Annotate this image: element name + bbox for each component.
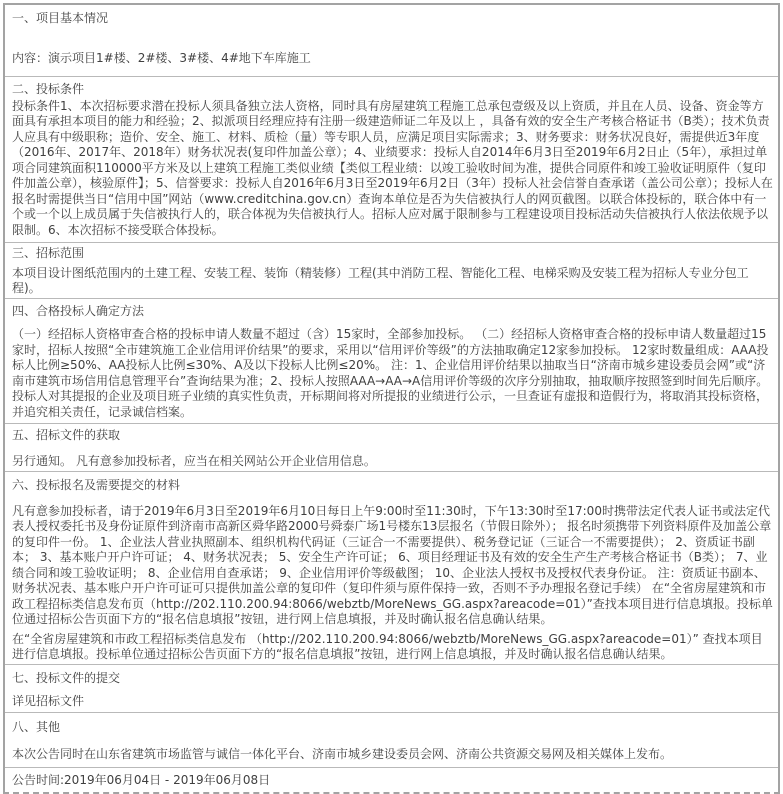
section-title: 六、投标报名及需要提交的材料 [12,478,181,492]
section-paragraph: 凡有意参加投标者，请于2019年6月3日至2019年6月10日每日上午9:00时至11:30时，下午13:30时至17:00时携带法定代表人证书或法定代表人授权委托书及身份证原件到济南市高新区舜华路2000号舜泰广场1号楼东13层报名（节假日除外）； 报名时须携带下列资料原件及加盖公章的复印件一份。 1、企业法人营业执照副本、组织机构代码证（三证合一不需要提供）、税务登记证（三证合一不需要提供）； 2、资质证书副本； 3、基本账户开户许可证； 4、财务状况表； 5、安全生产许可证； 6、项目经理证书及有效的安全生产生产考核合格证书（B类）； 7、业绩合同和竣工验收证明； 8、企业信用自查承诺； 9、企业信用评价等级截图； 10、企业法人授权书及授权代表身份证。 注：资质证书副本、财务状况表、基本账户开户许可证可只提供加盖公章的复印件（复印件须与原件保持一致，否则不予办理报名登记手续） 在“全省房屋建筑和市政工程招标类信息发布页（http://202.110.200.94:8066/webztb/MoreNews_GG.aspx?areacode=01）”查找本项目进行信息填报。投标单位通过招标公告页面下方的“报名信息填报”按钮，进行网上信息填报，并及时确认报名信息确认结果。 [12,503,773,626]
section-paragraph: 本次公告同时在山东省建筑市场监管与诚信一体化平台、济南市城乡建设委员会网、济南公共资源交易网及相关媒体上发布。 [12,747,673,761]
section-paragraph: （一）经招标人资格审查合格的投标申请人数量不超过（含）15家时，全部参加投标。 （二）经招标人资格审查合格的投标申请人数量超过15家时，招标人按照“全市建筑施工企业信用评价结果”的要求，采用以“信用评价等级”的方法抽取确定12家参加投标。 12家时数量组成：AAA投标人比例≥50%、AA投标人比例≤30%、A及以下投标人比例≤20%。 注：1、企业信用评价结果以抽取当日“济南市城乡建设委员会网”或“济南市建筑市场信用信息管理平台”查询结果为准；2、投标人按照AAA→AA→A信用评价等级的次序分别抽取，抽取顺序按照签到时间先后顺序。 投标人对其提报的企业及项目班子业绩的真实性负责，开标期间将对所提报的业绩进行公示，一旦查证有虚报和造假行为，将取消其投标资格，并追究相关责任，记录诚信档案。 [12,327,769,419]
announcement-period: 公告时间:2019年06月04日 - 2019年06月08日 [12,772,271,787]
section-bidding-conditions [5,77,778,243]
section-bidding-scope [5,243,778,299]
section-title: 四、合格投标人确定方法 [12,303,145,318]
section-other [5,713,778,768]
section-paragraph: 本项目设计图纸范围内的土建工程、安装工程、装饰（精装修）工程(其中消防工程、智能化工程、电梯采购及安装工程为招标人专业分包工程)。 [12,265,749,295]
section-title: 三、招标范围 [12,246,85,260]
section-obtain-bid-documents [5,424,778,472]
section-paragraph: 投标条件1、本次招标要求潜在投标人须具备独立法人资格，同时具有房屋建筑工程施工总承包壹级及以上资质，并且在人员、设备、资金等方面具有承担本项目的能力和经验；2、拟派项目经理应持有注册一级建造师证二年及以上 ，具备有效的安全生产考核合格证书（B类）；技术负责人应具有中级职称；造价、安全、施工、材料、质检（量）等专职人员，应满足项目实际需求；3、财务要求：财务状况良好，需提供近3年度（2016年、2017年、2018年）财务状况表(复印件加盖公章）；4、业绩要求：投标人自2014年6月3日至2019年6月2日止（5年），承担过单项合同建筑面积110000平方米及以上建筑工程施工类似业绩【类似工程业绩：以竣工验收时间为准，提供合同原件和竣工验收证明原件（复印件加盖公章），核验原件】；5、信誉要求：投标人自2016年6月3日至2019年6月2日（3年）投标人社会信誉自查承诺（盖公司公章）；投标人在报名时需提供当日“信用中国”网站（www.creditchina.gov.cn）查询本单位是否为失信被执行人的网页截图。以联合体投标的，联合体中有一个或一个以上成员属于失信被执行人的，联合体视为失信被执行人。招标人应对属于限制参与工程建设项目投标活动失信被执行人依法依规予以限制。6、本次招标不接受联合体投标。 [12,98,773,237]
section-registration-materials [5,472,778,665]
section-bid-submission [5,665,778,713]
section-paragraph: 详见招标文件 [12,694,85,708]
section-paragraph: 另行通知。 凡有意参加投标者，应当在相关网站公开企业信用信息。 [12,453,376,468]
section-title: 二、投标条件 [12,82,85,96]
section-title: 一、项目基本情况 [12,11,109,25]
section-paragraph: 在“全省房屋建筑和市政工程招标类信息发布 （http://202.110.200.94:8066/webztb/MoreNews_GG.aspx?areacode=01）” 查找本项目进行信息填报。投标单位通过招标公告页面下方的“报名信息填报”按钮，进行网上信息填报，并及时确认报名信息确认结果。 [12,631,763,661]
section-title: 七、投标文件的提交 [12,670,121,685]
section-title: 八、其他 [12,719,61,734]
section-qualified-bidder-method [5,299,778,425]
section-paragraph: 内容：演示项目1#楼、2#楼、3#楼、4#地下车库施工 [12,50,311,65]
tender-announcement-table [3,3,780,794]
section-title: 五、招标文件的获取 [12,428,121,442]
section-project-basic-info [5,5,778,77]
